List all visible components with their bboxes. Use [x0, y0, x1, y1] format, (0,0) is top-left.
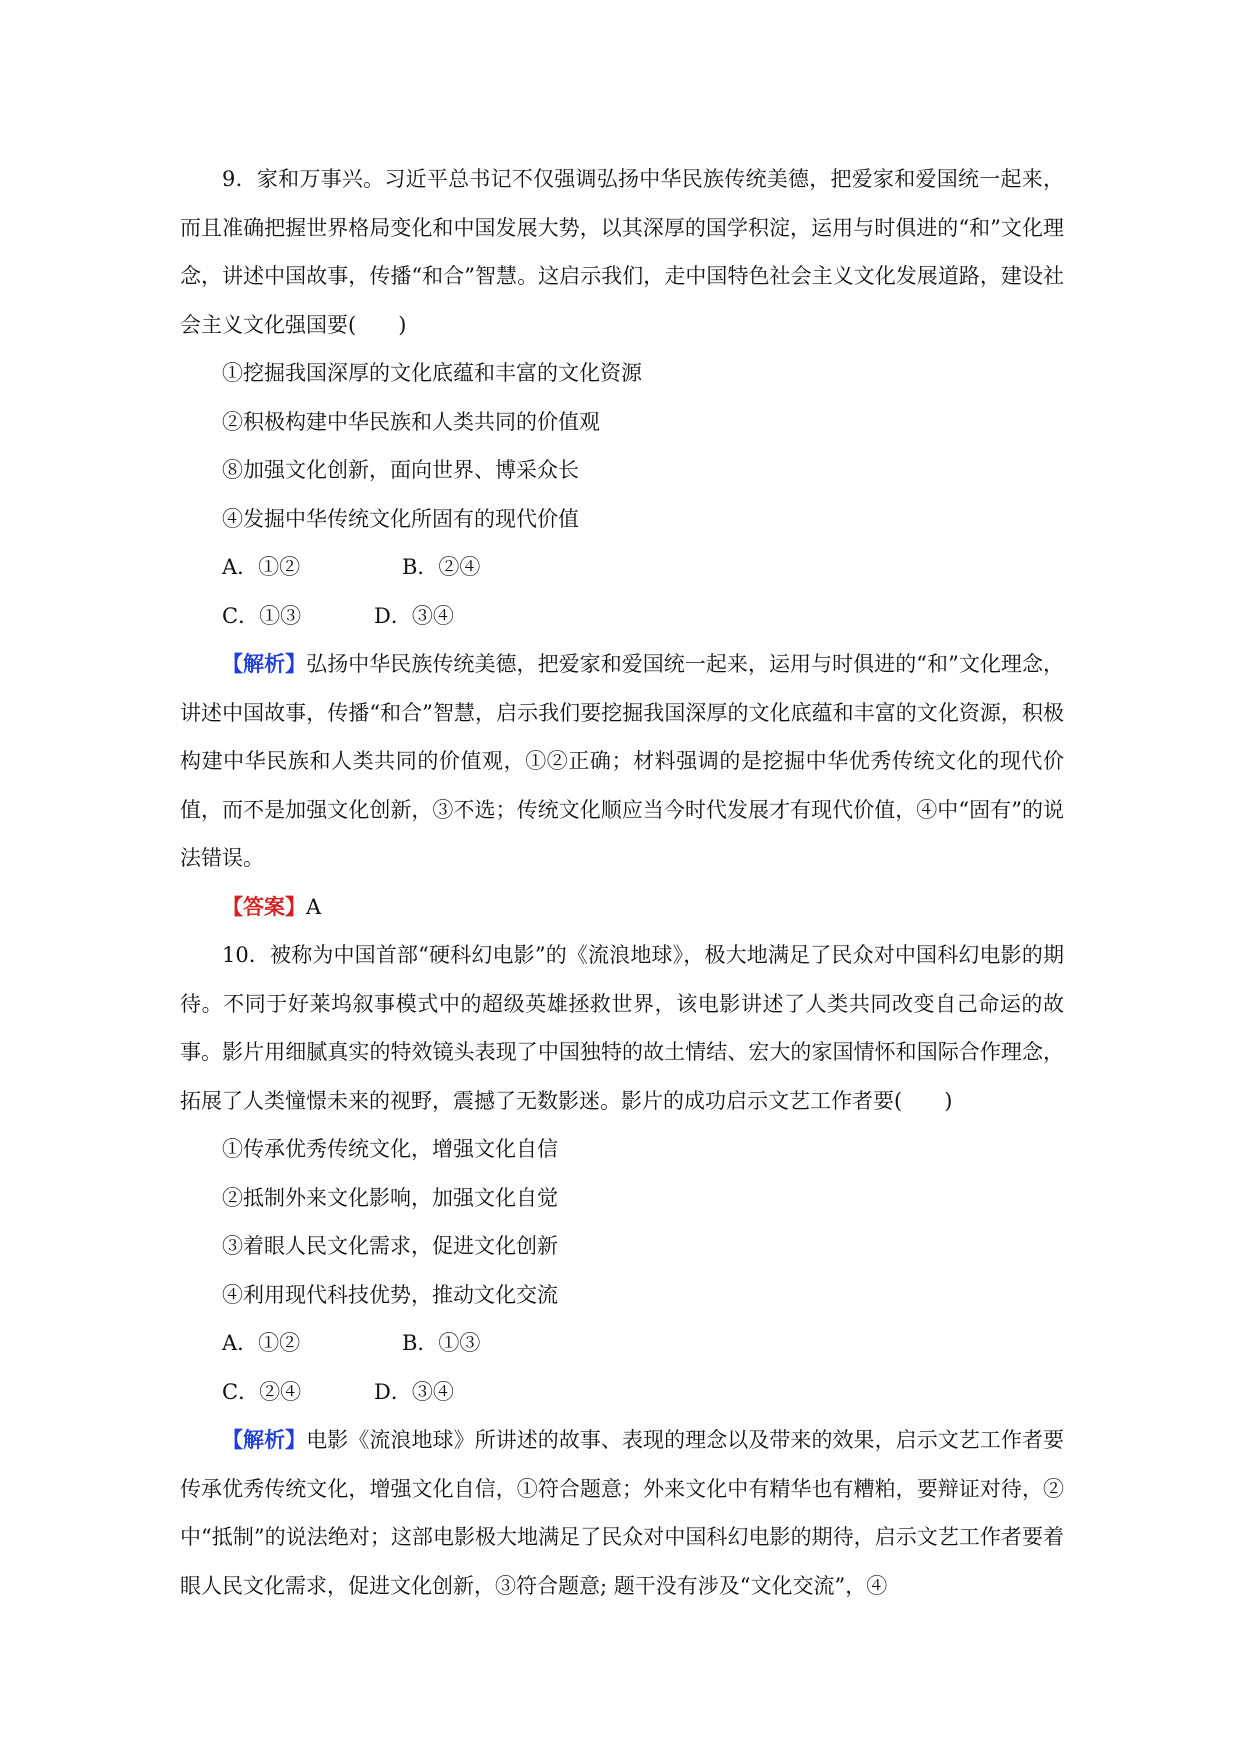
question-10-item-4: ④利用现代科技优势，推动文化交流 [222, 1282, 558, 1307]
question-10-options-row-1 [180, 1319, 1064, 1368]
analysis-text: 弘扬中华民族传统美德，把爱家和爱国统一起来，运用与时俱进的“和”文化理念，讲述中国故事，传播“和合”智慧，启示我们要挖掘我国深厚的文化底蕴和丰富的文化资源，积极构建中华民族和人类共同的价值观，①②正确；材料强调的是挖掘中华优秀传统文化的现代价值，而不是加强文化创新，③不选；传统文化顺应当今时代发展才有现代价值，④中“固有”的说法错误。 [180, 652, 1065, 870]
question-10-item-2: ②抵制外来文化影响，加强文化自觉 [222, 1185, 558, 1210]
question-9-item-4: ④发掘中华传统文化所固有的现代价值 [222, 506, 579, 531]
answer-value: A [306, 894, 322, 919]
question-10-option-a: A．①② [222, 1331, 301, 1355]
question-10-item-3: ③着眼人民文化需求，促进文化创新 [222, 1234, 558, 1258]
question-10-option-b: B．①③ [402, 1331, 481, 1355]
question-9-stem: 9．家和万事兴。习近平总书记不仅强调弘扬中华民族传统美德，把爱家和爱国统一起来，而且准确把握世界格局变化和中国发展大势，以其深厚的国学积淀，运用与时俱进的“和”文化理念，讲述中国故事，传播“和合”智慧。这启示我们，走中国特色社会主义文化发展道路，建设社会主义文化强国要( ) [180, 167, 1064, 337]
question-10-stem: 10．被称为中国首部“硬科幻电影”的《流浪地球》，极大地满足了民众对中国科幻电影的期待。不同于好莱坞叙事模式中的超级英雄拯救世界，该电影讲述了人类共同改变自己命运的故事。影片用细腻真实的特效镜头表现了中国独特的故土情结、宏大的家国情怀和国际合作理念，拓展了人类憧憬未来的视野，震撼了无数影迷。影片的成功启示文艺工作者要( ) [180, 943, 1064, 1113]
question-10-analysis [180, 1416, 1064, 1610]
question-10-item-1: ①传承优秀传统文化，增强文化自信 [222, 1137, 558, 1161]
question-9-analysis [180, 640, 1064, 883]
answer-tag: 【答案】 [222, 893, 306, 919]
question-9-answer [180, 883, 1064, 932]
question-9-option-d: D．③④ [374, 603, 454, 628]
document-page [180, 155, 1064, 1610]
question-9-options-row-2 [180, 592, 1064, 641]
question-9-option-c: C．①③ [222, 603, 302, 628]
question-9-item-2: ②积极构建中华民族和人类共同的价值观 [222, 409, 600, 434]
analysis-text: 电影《流浪地球》所讲述的故事、表现的理念以及带来的效果，启示文艺工作者要传承优秀传统文化，增强文化自信，①符合题意；外来文化中有精华也有糟粕，要辩证对待，②中“抵制”的说法绝对；这部电影极大地满足了民众对中国科幻电影的期待，启示文艺工作者要着眼人民文化需求，促进文化创新，③符合题意; 题干没有涉及“文化交流”，④ [180, 1428, 1065, 1598]
question-9-item-1: ①挖掘我国深厚的文化底蕴和丰富的文化资源 [222, 361, 642, 385]
question-9-options-row-1 [180, 543, 1064, 592]
question-10-options-row-2 [180, 1368, 1064, 1417]
question-10-option-c: C．②④ [222, 1379, 302, 1404]
question-9-option-a: A．①② [222, 555, 301, 579]
question-9-option-b: B．②④ [402, 555, 481, 579]
question-10-option-d: D．③④ [374, 1379, 454, 1404]
question-9-item-3: ⑧加强文化创新，面向世界、博采众长 [222, 458, 579, 482]
analysis-tag: 【解析】 [222, 651, 307, 676]
analysis-tag: 【解析】 [222, 1427, 307, 1452]
